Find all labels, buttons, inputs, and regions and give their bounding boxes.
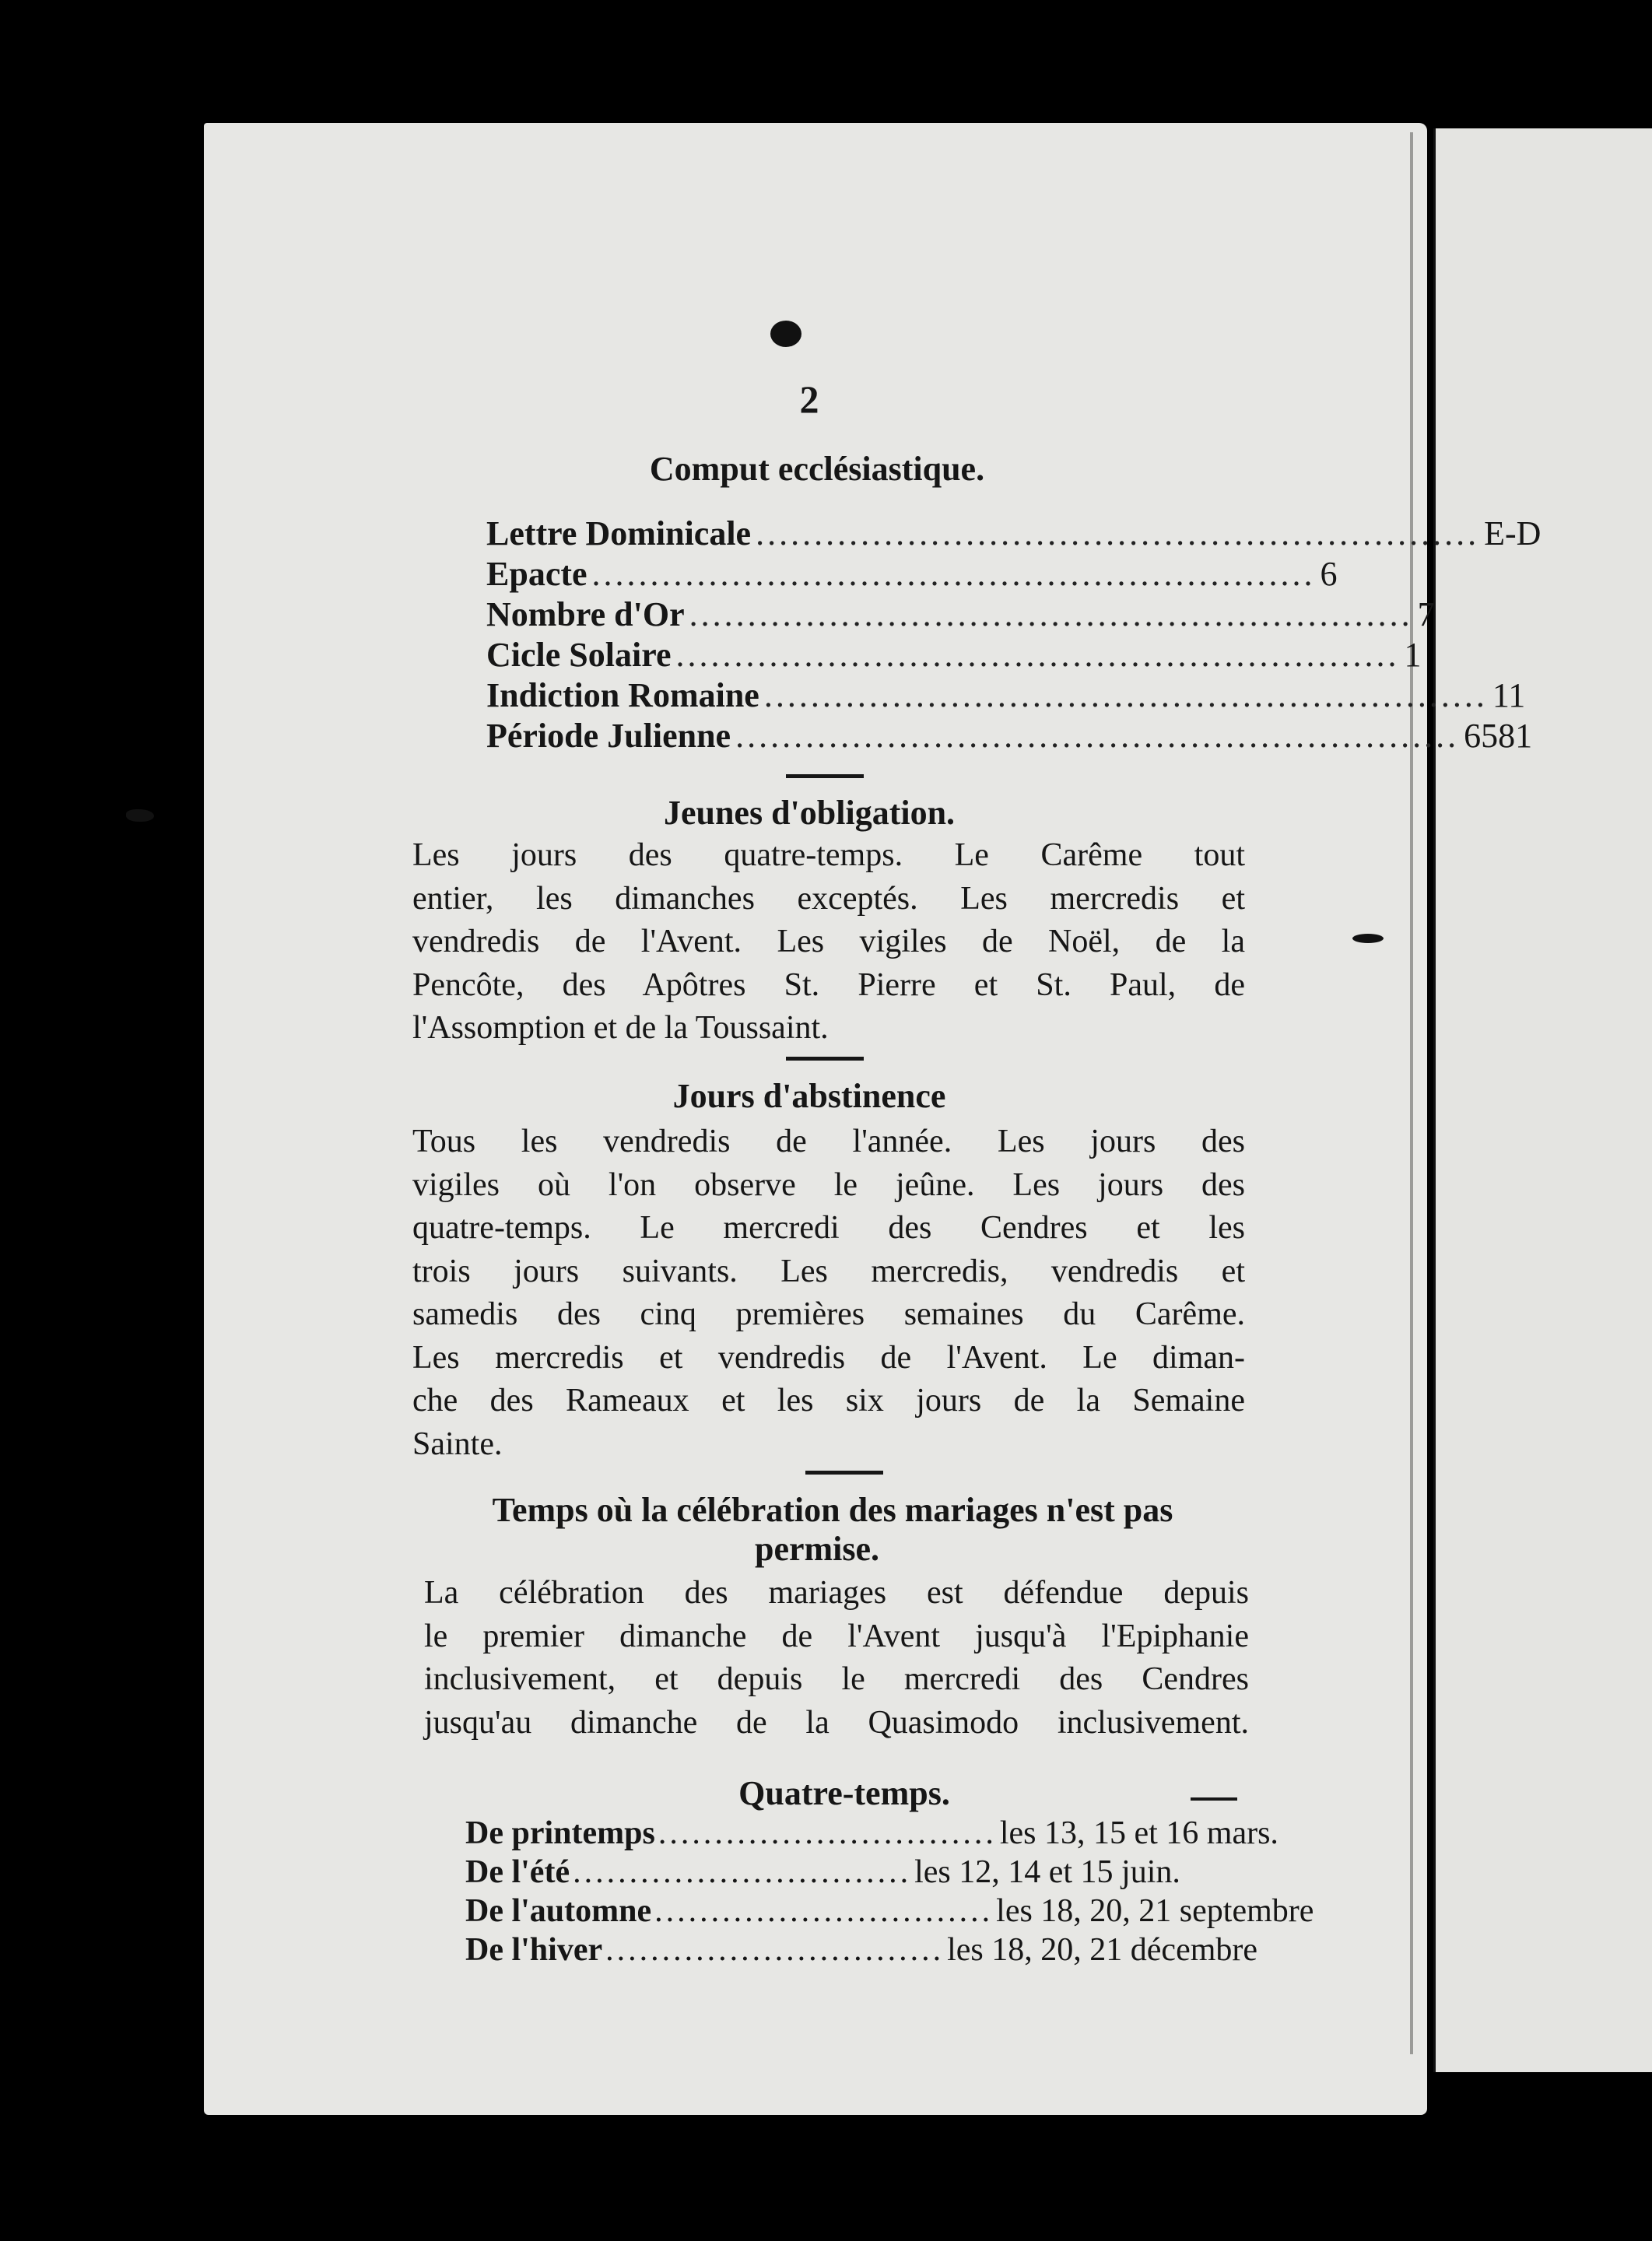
leader-dots: .............................................................. <box>689 595 1413 633</box>
comput-heading: Comput ecclésiastique. <box>649 450 985 488</box>
comput-row <box>486 594 1435 635</box>
text-line: che des Rameaux et les six jours de la Semaine <box>412 1383 1245 1419</box>
leader-dots: .............................................................. <box>756 514 1480 552</box>
quatre-temps-row <box>465 1931 1258 1969</box>
ink-mark-left <box>126 809 154 822</box>
text-line: entier, les dimanches exceptés. Les mercredis et <box>412 880 1245 917</box>
leader-dots: .............................................................. <box>675 636 1400 674</box>
quatre-temps-row <box>465 1853 1243 1891</box>
leader-dots: .............................................................. <box>735 717 1460 755</box>
comput-row <box>486 635 1422 675</box>
leader-dots: .............................................................. <box>591 555 1316 593</box>
comput-value: 6581 <box>1464 717 1533 755</box>
quatre-temps-row <box>465 1815 1278 1852</box>
text-line: trois jours suivants. Les mercredis, vendredis et <box>412 1253 1245 1289</box>
season-label: De printemps <box>465 1815 655 1851</box>
abstinence-paragraph <box>412 1120 1245 1466</box>
comput-value: 1 <box>1404 636 1422 674</box>
section-rule <box>805 1471 883 1475</box>
text-line: Sainte. <box>412 1426 503 1462</box>
page-number: 2 <box>799 377 819 421</box>
text-line: vigiles où l'on observe le jeûne. Les jours des <box>412 1166 1245 1203</box>
leader-dots: .............................. <box>605 1932 945 1968</box>
section-rule <box>786 1057 864 1061</box>
comput-label: Lettre Dominicale <box>486 514 752 552</box>
comput-row <box>486 514 1542 554</box>
season-label: De l'automne <box>465 1893 652 1929</box>
mariages-paragraph <box>424 1572 1249 1745</box>
comput-label: Cicle Solaire <box>486 636 672 674</box>
text-line: inclusivement, et depuis le mercredi des Cendres <box>424 1661 1249 1697</box>
quatre-temps-row <box>465 1892 1314 1930</box>
leader-dots: .............................. <box>658 1815 997 1851</box>
comput-row <box>486 675 1526 716</box>
season-dates: les 12, 14 et 15 juin. <box>914 1854 1180 1890</box>
season-label: De l'hiver <box>465 1932 603 1968</box>
page-edge-shadow <box>1410 132 1413 2054</box>
leader-dots: .............................. <box>573 1854 912 1890</box>
heading-dash <box>1191 1797 1237 1801</box>
text-line: le premier dimanche de l'Avent jusqu'à l'Epiphanie <box>424 1618 1249 1654</box>
comput-label: Indiction Romaine <box>486 676 759 714</box>
comput-value: 7 <box>1417 595 1435 633</box>
text-line: vendredis de l'Avent. Les vigiles de Noël, de la <box>412 924 1245 959</box>
comput-label: Période Julienne <box>486 717 731 755</box>
season-label: De l'été <box>465 1854 570 1890</box>
jeunes-heading: Jeunes d'obligation. <box>663 794 956 832</box>
comput-row <box>486 554 1338 594</box>
section-rule <box>786 774 864 778</box>
comput-label: Nombre d'Or <box>486 595 685 633</box>
mariages-heading-cont: permise. <box>754 1530 880 1568</box>
comput-label: Epacte <box>486 555 587 593</box>
comput-value: 11 <box>1492 676 1526 714</box>
comput-value: 6 <box>1320 555 1338 593</box>
text-line: l'Assomption et de la Toussaint. <box>412 1010 829 1046</box>
comput-row <box>486 716 1533 756</box>
quatre-temps-heading: Quatre-temps. <box>738 1774 950 1812</box>
season-dates: les 13, 15 et 16 mars. <box>999 1815 1278 1851</box>
mariages-heading: Temps où la célébration des mariages n'est pas <box>492 1491 1173 1529</box>
text-line: Les jours des quatre-temps. Le Carême tout <box>412 837 1245 873</box>
season-dates: les 18, 20, 21 décembre <box>947 1932 1258 1968</box>
leader-dots: .............................................................. <box>763 676 1488 714</box>
abstinence-heading: Jours d'abstinence <box>672 1077 946 1115</box>
season-dates: les 18, 20, 21 septembre <box>996 1893 1314 1929</box>
text-line: Les mercredis et vendredis de l'Avent. Le diman- <box>412 1339 1245 1376</box>
ink-mark-right <box>1352 934 1384 943</box>
adjacent-page <box>1433 128 1652 2072</box>
ink-blot <box>770 321 801 347</box>
jeunes-paragraph <box>412 834 1245 1050</box>
text-line: jusqu'au dimanche de la Quasimodo inclusivement. <box>424 1704 1249 1741</box>
text-line: samedis des cinq premières semaines du Carême. <box>412 1296 1245 1332</box>
text-line: quatre-temps. Le mercredi des Cendres et les <box>412 1210 1245 1246</box>
text-line: La célébration des mariages est défendue depuis <box>424 1575 1249 1611</box>
text-line: Tous les vendredis de l'année. Les jours des <box>412 1124 1245 1159</box>
leader-dots: .............................. <box>654 1893 994 1929</box>
comput-value: E-D <box>1484 514 1542 552</box>
text-line: Pencôte, des Apôtres St. Pierre et St. Paul, de <box>412 966 1245 1003</box>
